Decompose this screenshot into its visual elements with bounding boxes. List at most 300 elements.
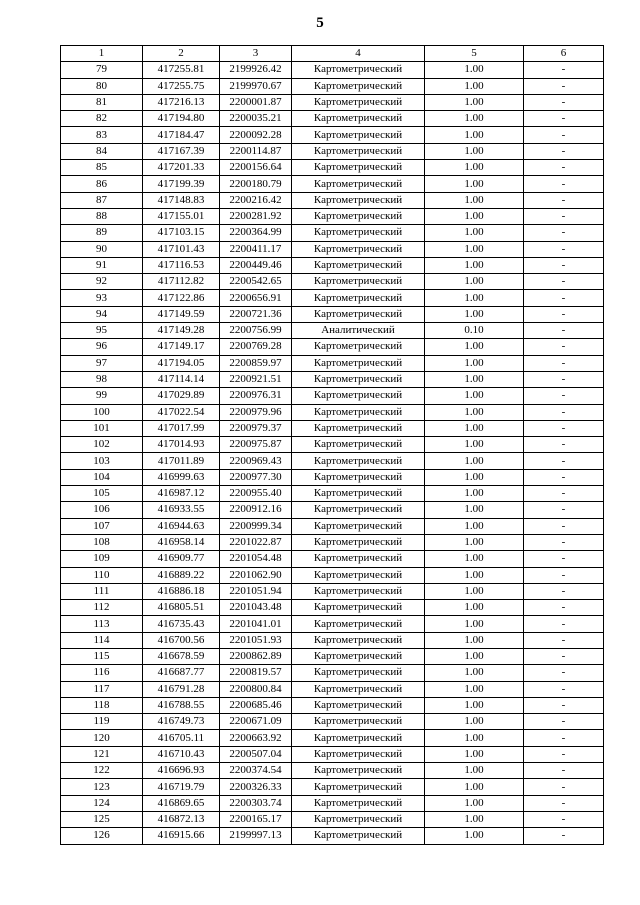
table-row <box>61 730 604 746</box>
x-coordinate-cell: 416687.77 <box>143 665 220 681</box>
table-row <box>61 62 604 78</box>
method-cell: Картометрический <box>292 600 425 616</box>
y-coordinate-cell: 2200979.37 <box>220 420 292 436</box>
x-coordinate-cell: 417255.75 <box>143 78 220 94</box>
description-cell: - <box>524 111 604 127</box>
point-number-cell: 79 <box>61 62 143 78</box>
accuracy-cell: 1.00 <box>425 681 524 697</box>
x-coordinate-cell: 416735.43 <box>143 616 220 632</box>
accuracy-cell: 1.00 <box>425 388 524 404</box>
description-cell: - <box>524 78 604 94</box>
point-number-cell: 112 <box>61 600 143 616</box>
description-cell: - <box>524 469 604 485</box>
x-coordinate-cell: 416909.77 <box>143 551 220 567</box>
accuracy-cell: 1.00 <box>425 306 524 322</box>
method-cell: Картометрический <box>292 94 425 110</box>
x-coordinate-cell: 416869.65 <box>143 795 220 811</box>
method-cell: Картометрический <box>292 111 425 127</box>
table-row <box>61 290 604 306</box>
y-coordinate-cell: 2200999.34 <box>220 518 292 534</box>
point-number-cell: 80 <box>61 78 143 94</box>
point-number-cell: 98 <box>61 371 143 387</box>
accuracy-cell: 1.00 <box>425 811 524 827</box>
accuracy-cell: 1.00 <box>425 78 524 94</box>
x-coordinate-cell: 417101.43 <box>143 241 220 257</box>
table-row <box>61 306 604 322</box>
x-coordinate-cell: 417014.93 <box>143 437 220 453</box>
description-cell: - <box>524 828 604 844</box>
description-cell: - <box>524 665 604 681</box>
table-header-row <box>61 46 604 62</box>
x-coordinate-cell: 417167.39 <box>143 143 220 159</box>
point-number-cell: 113 <box>61 616 143 632</box>
x-coordinate-cell: 416749.73 <box>143 714 220 730</box>
table-row <box>61 94 604 110</box>
y-coordinate-cell: 2200756.99 <box>220 323 292 339</box>
y-coordinate-cell: 2201054.48 <box>220 551 292 567</box>
point-number-cell: 123 <box>61 779 143 795</box>
x-coordinate-cell: 416915.66 <box>143 828 220 844</box>
method-cell: Картометрический <box>292 388 425 404</box>
point-number-cell: 87 <box>61 192 143 208</box>
x-coordinate-cell: 416999.63 <box>143 469 220 485</box>
description-cell: - <box>524 404 604 420</box>
x-coordinate-cell: 417149.28 <box>143 323 220 339</box>
point-number-cell: 90 <box>61 241 143 257</box>
table-row <box>61 404 604 420</box>
description-cell: - <box>524 323 604 339</box>
y-coordinate-cell: 2200721.36 <box>220 306 292 322</box>
page-number: 5 <box>316 15 324 31</box>
accuracy-cell: 1.00 <box>425 714 524 730</box>
x-coordinate-cell: 417149.59 <box>143 306 220 322</box>
table-row <box>61 388 604 404</box>
accuracy-cell: 1.00 <box>425 730 524 746</box>
y-coordinate-cell: 2200165.17 <box>220 811 292 827</box>
table-row <box>61 779 604 795</box>
y-coordinate-cell: 2200979.96 <box>220 404 292 420</box>
coordinates-table <box>60 45 604 845</box>
column-header-x: 2 <box>143 46 220 62</box>
method-cell: Картометрический <box>292 746 425 762</box>
description-cell: - <box>524 534 604 550</box>
method-cell: Картометрический <box>292 616 425 632</box>
table-row <box>61 143 604 159</box>
accuracy-cell: 1.00 <box>425 176 524 192</box>
x-coordinate-cell: 417148.83 <box>143 192 220 208</box>
accuracy-cell: 1.00 <box>425 127 524 143</box>
point-number-cell: 116 <box>61 665 143 681</box>
table-row <box>61 323 604 339</box>
accuracy-cell: 1.00 <box>425 697 524 713</box>
point-number-cell: 103 <box>61 453 143 469</box>
accuracy-cell: 1.00 <box>425 437 524 453</box>
y-coordinate-cell: 2201051.94 <box>220 583 292 599</box>
method-cell: Аналитический <box>292 323 425 339</box>
description-cell: - <box>524 339 604 355</box>
point-number-cell: 91 <box>61 257 143 273</box>
y-coordinate-cell: 2200663.92 <box>220 730 292 746</box>
x-coordinate-cell: 416958.14 <box>143 534 220 550</box>
accuracy-cell: 1.00 <box>425 469 524 485</box>
table-row <box>61 811 604 827</box>
accuracy-cell: 1.00 <box>425 551 524 567</box>
y-coordinate-cell: 2200656.91 <box>220 290 292 306</box>
point-number-cell: 119 <box>61 714 143 730</box>
accuracy-cell: 1.00 <box>425 763 524 779</box>
method-cell: Картометрический <box>292 551 425 567</box>
point-number-cell: 92 <box>61 274 143 290</box>
accuracy-cell: 1.00 <box>425 534 524 550</box>
x-coordinate-cell: 416719.79 <box>143 779 220 795</box>
accuracy-cell: 1.00 <box>425 339 524 355</box>
x-coordinate-cell: 416791.28 <box>143 681 220 697</box>
method-cell: Картометрический <box>292 534 425 550</box>
description-cell: - <box>524 176 604 192</box>
method-cell: Картометрический <box>292 469 425 485</box>
accuracy-cell: 1.00 <box>425 274 524 290</box>
y-coordinate-cell: 2200769.28 <box>220 339 292 355</box>
accuracy-cell: 1.00 <box>425 453 524 469</box>
description-cell: - <box>524 811 604 827</box>
description-cell: - <box>524 648 604 664</box>
accuracy-cell: 1.00 <box>425 795 524 811</box>
y-coordinate-cell: 2200819.57 <box>220 665 292 681</box>
description-cell: - <box>524 763 604 779</box>
y-coordinate-cell: 2201062.90 <box>220 567 292 583</box>
point-number-cell: 114 <box>61 632 143 648</box>
y-coordinate-cell: 2200326.33 <box>220 779 292 795</box>
column-header-y: 3 <box>220 46 292 62</box>
y-coordinate-cell: 2201022.87 <box>220 534 292 550</box>
x-coordinate-cell: 417029.89 <box>143 388 220 404</box>
table-row <box>61 127 604 143</box>
method-cell: Картометрический <box>292 697 425 713</box>
point-number-cell: 102 <box>61 437 143 453</box>
table-row <box>61 160 604 176</box>
method-cell: Картометрический <box>292 502 425 518</box>
method-cell: Картометрический <box>292 62 425 78</box>
column-header-description: 6 <box>524 46 604 62</box>
point-number-cell: 88 <box>61 208 143 224</box>
accuracy-cell: 1.00 <box>425 208 524 224</box>
y-coordinate-cell: 2200912.16 <box>220 502 292 518</box>
y-coordinate-cell: 2199970.67 <box>220 78 292 94</box>
table-row <box>61 567 604 583</box>
table-row <box>61 795 604 811</box>
point-number-cell: 117 <box>61 681 143 697</box>
table-row <box>61 763 604 779</box>
point-number-cell: 111 <box>61 583 143 599</box>
description-cell: - <box>524 371 604 387</box>
x-coordinate-cell: 417116.53 <box>143 257 220 273</box>
y-coordinate-cell: 2200303.74 <box>220 795 292 811</box>
accuracy-cell: 1.00 <box>425 241 524 257</box>
accuracy-cell: 1.00 <box>425 143 524 159</box>
accuracy-cell: 1.00 <box>425 583 524 599</box>
description-cell: - <box>524 567 604 583</box>
y-coordinate-cell: 2199997.13 <box>220 828 292 844</box>
description-cell: - <box>524 779 604 795</box>
x-coordinate-cell: 417114.14 <box>143 371 220 387</box>
method-cell: Картометрический <box>292 339 425 355</box>
description-cell: - <box>524 583 604 599</box>
table-row <box>61 241 604 257</box>
description-cell: - <box>524 208 604 224</box>
table-row <box>61 583 604 599</box>
column-header-accuracy: 5 <box>425 46 524 62</box>
y-coordinate-cell: 2200955.40 <box>220 486 292 502</box>
point-number-cell: 83 <box>61 127 143 143</box>
description-cell: - <box>524 355 604 371</box>
table-row <box>61 746 604 762</box>
x-coordinate-cell: 416710.43 <box>143 746 220 762</box>
y-coordinate-cell: 2200975.87 <box>220 437 292 453</box>
y-coordinate-cell: 2201043.48 <box>220 600 292 616</box>
y-coordinate-cell: 2200976.31 <box>220 388 292 404</box>
method-cell: Картометрический <box>292 648 425 664</box>
description-cell: - <box>524 94 604 110</box>
point-number-cell: 100 <box>61 404 143 420</box>
point-number-cell: 126 <box>61 828 143 844</box>
description-cell: - <box>524 697 604 713</box>
y-coordinate-cell: 2200800.84 <box>220 681 292 697</box>
accuracy-cell: 1.00 <box>425 502 524 518</box>
method-cell: Картометрический <box>292 127 425 143</box>
table-row <box>61 551 604 567</box>
y-coordinate-cell: 2200542.65 <box>220 274 292 290</box>
x-coordinate-cell: 416889.22 <box>143 567 220 583</box>
method-cell: Картометрический <box>292 274 425 290</box>
y-coordinate-cell: 2200156.64 <box>220 160 292 176</box>
method-cell: Картометрический <box>292 176 425 192</box>
point-number-cell: 110 <box>61 567 143 583</box>
accuracy-cell: 1.00 <box>425 665 524 681</box>
x-coordinate-cell: 416805.51 <box>143 600 220 616</box>
description-cell: - <box>524 241 604 257</box>
accuracy-cell: 1.00 <box>425 111 524 127</box>
column-header-method: 4 <box>292 46 425 62</box>
point-number-cell: 101 <box>61 420 143 436</box>
description-cell: - <box>524 681 604 697</box>
point-number-cell: 93 <box>61 290 143 306</box>
description-cell: - <box>524 502 604 518</box>
accuracy-cell: 0.10 <box>425 323 524 339</box>
table-row <box>61 176 604 192</box>
x-coordinate-cell: 417199.39 <box>143 176 220 192</box>
method-cell: Картометрический <box>292 486 425 502</box>
accuracy-cell: 1.00 <box>425 600 524 616</box>
point-number-cell: 84 <box>61 143 143 159</box>
table-row <box>61 420 604 436</box>
method-cell: Картометрический <box>292 306 425 322</box>
method-cell: Картометрический <box>292 437 425 453</box>
description-cell: - <box>524 274 604 290</box>
description-cell: - <box>524 616 604 632</box>
method-cell: Картометрический <box>292 257 425 273</box>
method-cell: Картометрический <box>292 225 425 241</box>
method-cell: Картометрический <box>292 371 425 387</box>
y-coordinate-cell: 2200114.87 <box>220 143 292 159</box>
table-row <box>61 534 604 550</box>
x-coordinate-cell: 417184.47 <box>143 127 220 143</box>
description-cell: - <box>524 600 604 616</box>
method-cell: Картометрический <box>292 290 425 306</box>
y-coordinate-cell: 2200449.46 <box>220 257 292 273</box>
point-number-cell: 109 <box>61 551 143 567</box>
accuracy-cell: 1.00 <box>425 94 524 110</box>
x-coordinate-cell: 417194.80 <box>143 111 220 127</box>
table-row <box>61 486 604 502</box>
x-coordinate-cell: 417011.89 <box>143 453 220 469</box>
method-cell: Картометрический <box>292 811 425 827</box>
method-cell: Картометрический <box>292 681 425 697</box>
x-coordinate-cell: 417122.86 <box>143 290 220 306</box>
accuracy-cell: 1.00 <box>425 192 524 208</box>
table-row <box>61 339 604 355</box>
method-cell: Картометрический <box>292 795 425 811</box>
y-coordinate-cell: 2201041.01 <box>220 616 292 632</box>
method-cell: Картометрический <box>292 763 425 779</box>
column-header-point-number: 1 <box>61 46 143 62</box>
table-row <box>61 518 604 534</box>
x-coordinate-cell: 417022.54 <box>143 404 220 420</box>
accuracy-cell: 1.00 <box>425 355 524 371</box>
accuracy-cell: 1.00 <box>425 225 524 241</box>
method-cell: Картометрический <box>292 583 425 599</box>
point-number-cell: 125 <box>61 811 143 827</box>
table-row <box>61 111 604 127</box>
method-cell: Картометрический <box>292 78 425 94</box>
method-cell: Картометрический <box>292 241 425 257</box>
description-cell: - <box>524 730 604 746</box>
table-row <box>61 453 604 469</box>
description-cell: - <box>524 420 604 436</box>
accuracy-cell: 1.00 <box>425 371 524 387</box>
method-cell: Картометрический <box>292 665 425 681</box>
point-number-cell: 97 <box>61 355 143 371</box>
method-cell: Картометрический <box>292 453 425 469</box>
method-cell: Картометрический <box>292 143 425 159</box>
table-row <box>61 697 604 713</box>
method-cell: Картометрический <box>292 714 425 730</box>
description-cell: - <box>524 62 604 78</box>
description-cell: - <box>524 388 604 404</box>
accuracy-cell: 1.00 <box>425 648 524 664</box>
point-number-cell: 104 <box>61 469 143 485</box>
method-cell: Картометрический <box>292 828 425 844</box>
description-cell: - <box>524 306 604 322</box>
y-coordinate-cell: 2199926.42 <box>220 62 292 78</box>
y-coordinate-cell: 2200180.79 <box>220 176 292 192</box>
point-number-cell: 124 <box>61 795 143 811</box>
table-row <box>61 355 604 371</box>
description-cell: - <box>524 632 604 648</box>
method-cell: Картометрический <box>292 632 425 648</box>
accuracy-cell: 1.00 <box>425 420 524 436</box>
description-cell: - <box>524 127 604 143</box>
x-coordinate-cell: 417017.99 <box>143 420 220 436</box>
accuracy-cell: 1.00 <box>425 779 524 795</box>
point-number-cell: 89 <box>61 225 143 241</box>
description-cell: - <box>524 714 604 730</box>
method-cell: Картометрический <box>292 567 425 583</box>
x-coordinate-cell: 416872.13 <box>143 811 220 827</box>
y-coordinate-cell: 2200969.43 <box>220 453 292 469</box>
y-coordinate-cell: 2200281.92 <box>220 208 292 224</box>
description-cell: - <box>524 225 604 241</box>
method-cell: Картометрический <box>292 420 425 436</box>
x-coordinate-cell: 417149.17 <box>143 339 220 355</box>
y-coordinate-cell: 2200035.21 <box>220 111 292 127</box>
x-coordinate-cell: 417103.15 <box>143 225 220 241</box>
description-cell: - <box>524 486 604 502</box>
x-coordinate-cell: 416788.55 <box>143 697 220 713</box>
description-cell: - <box>524 290 604 306</box>
y-coordinate-cell: 2200216.42 <box>220 192 292 208</box>
table-row <box>61 225 604 241</box>
table-row <box>61 192 604 208</box>
accuracy-cell: 1.00 <box>425 567 524 583</box>
table-row <box>61 437 604 453</box>
description-cell: - <box>524 518 604 534</box>
point-number-cell: 121 <box>61 746 143 762</box>
description-cell: - <box>524 437 604 453</box>
y-coordinate-cell: 2200364.99 <box>220 225 292 241</box>
point-number-cell: 94 <box>61 306 143 322</box>
y-coordinate-cell: 2200507.04 <box>220 746 292 762</box>
x-coordinate-cell: 417255.81 <box>143 62 220 78</box>
table-row <box>61 78 604 94</box>
method-cell: Картометрический <box>292 208 425 224</box>
description-cell: - <box>524 551 604 567</box>
table-row <box>61 371 604 387</box>
y-coordinate-cell: 2200862.89 <box>220 648 292 664</box>
point-number-cell: 95 <box>61 323 143 339</box>
point-number-cell: 107 <box>61 518 143 534</box>
description-cell: - <box>524 746 604 762</box>
method-cell: Картометрический <box>292 404 425 420</box>
table-row <box>61 469 604 485</box>
point-number-cell: 105 <box>61 486 143 502</box>
method-cell: Картометрический <box>292 779 425 795</box>
y-coordinate-cell: 2200859.97 <box>220 355 292 371</box>
point-number-cell: 85 <box>61 160 143 176</box>
table-row <box>61 665 604 681</box>
method-cell: Картометрический <box>292 160 425 176</box>
table-row <box>61 502 604 518</box>
point-number-cell: 122 <box>61 763 143 779</box>
y-coordinate-cell: 2200921.51 <box>220 371 292 387</box>
y-coordinate-cell: 2200092.28 <box>220 127 292 143</box>
point-number-cell: 82 <box>61 111 143 127</box>
x-coordinate-cell: 416987.12 <box>143 486 220 502</box>
point-number-cell: 108 <box>61 534 143 550</box>
x-coordinate-cell: 417216.13 <box>143 94 220 110</box>
description-cell: - <box>524 453 604 469</box>
x-coordinate-cell: 416700.56 <box>143 632 220 648</box>
point-number-cell: 118 <box>61 697 143 713</box>
x-coordinate-cell: 417201.33 <box>143 160 220 176</box>
x-coordinate-cell: 417112.82 <box>143 274 220 290</box>
method-cell: Картометрический <box>292 730 425 746</box>
y-coordinate-cell: 2201051.93 <box>220 632 292 648</box>
method-cell: Картометрический <box>292 192 425 208</box>
description-cell: - <box>524 160 604 176</box>
y-coordinate-cell: 2200671.09 <box>220 714 292 730</box>
table-row <box>61 648 604 664</box>
accuracy-cell: 1.00 <box>425 828 524 844</box>
